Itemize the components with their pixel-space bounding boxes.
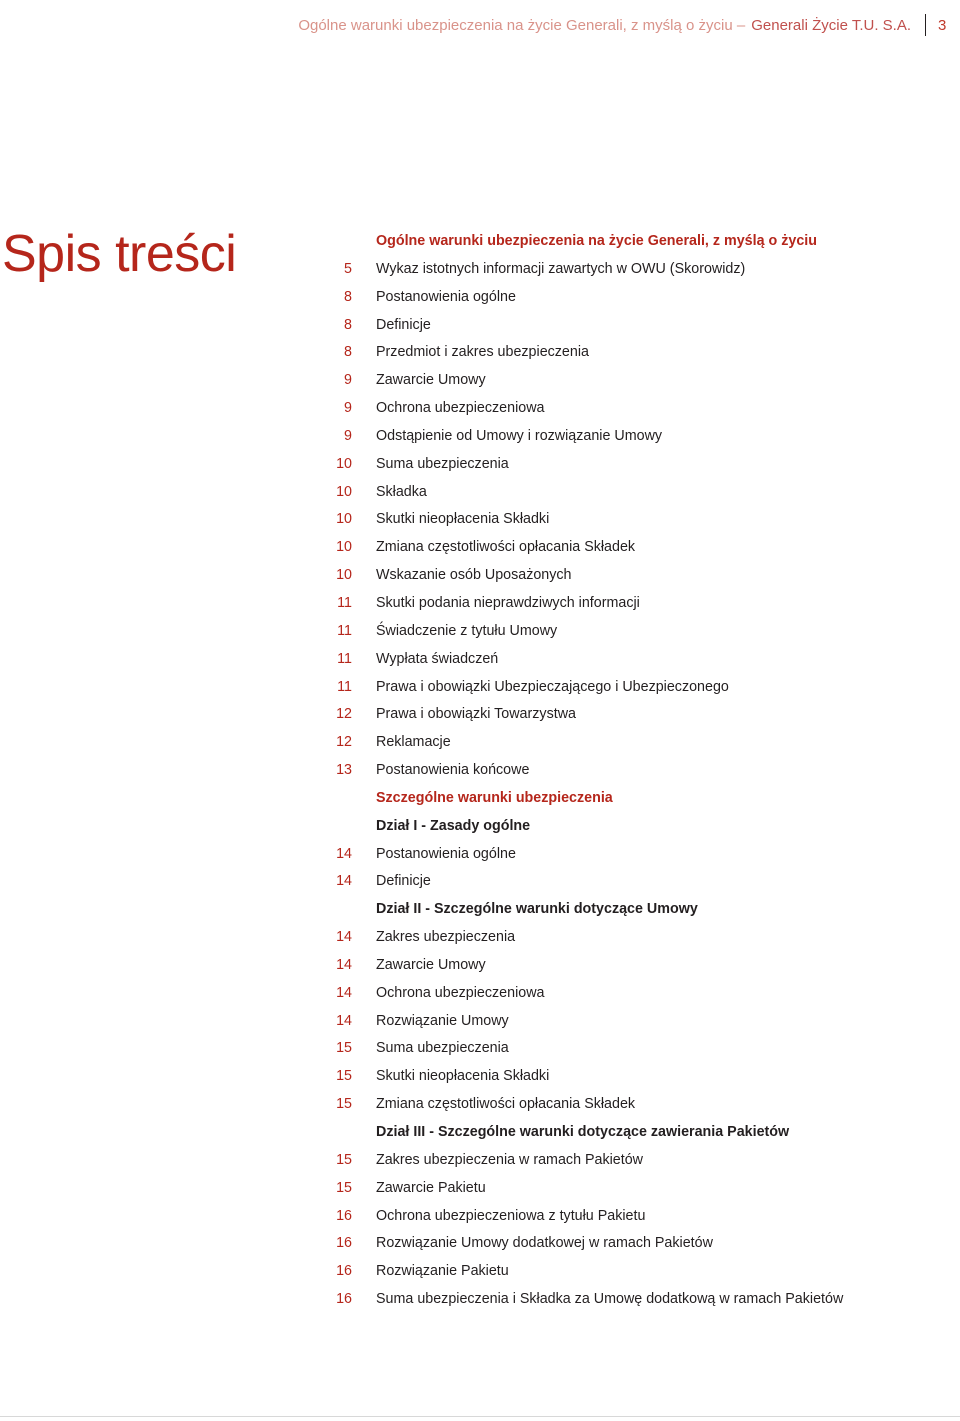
toc-page-number: 10 — [336, 455, 352, 472]
toc-label: Wskazanie osób Uposażonych — [376, 567, 572, 584]
toc-item[interactable] — [0, 924, 960, 952]
toc-item[interactable] — [0, 757, 960, 785]
toc-label: Ogólne warunki ubezpieczenia na życie Generali, z myślą o życiu — [376, 233, 817, 249]
toc-label: Świadczenie z tytułu Umowy — [376, 622, 558, 639]
toc-item[interactable] — [0, 841, 960, 869]
toc-page-number: 16 — [336, 1291, 352, 1308]
toc-page-number: 11 — [337, 678, 352, 695]
toc-label: Szczególne warunki ubezpieczenia — [376, 789, 613, 806]
toc-page-number: 11 — [337, 650, 352, 667]
toc-page-number: 10 — [336, 483, 352, 500]
page-number: 3 — [938, 16, 947, 34]
toc-label: Suma ubezpieczenia — [376, 455, 509, 472]
toc-item[interactable] — [0, 534, 960, 562]
toc-label: Zawarcie Pakietu — [376, 1179, 486, 1196]
toc-page-number: 16 — [336, 1207, 352, 1224]
table-of-contents — [0, 228, 960, 1314]
toc-page-number: 14 — [336, 845, 352, 862]
toc-item[interactable] — [0, 367, 960, 395]
toc-page-number: 15 — [336, 1040, 352, 1057]
toc-page-number: 9 — [344, 400, 352, 417]
toc-page-number: 16 — [336, 1235, 352, 1252]
toc-item[interactable] — [0, 256, 960, 284]
toc-page-number: 12 — [336, 734, 352, 751]
toc-page-number: 15 — [336, 1151, 352, 1168]
header-company: Generali Życie T.U. S.A. — [751, 16, 911, 34]
header-doc-title: Ogólne warunki ubezpieczenia na życie Generali, z myślą o życiu – — [298, 16, 746, 34]
toc-item[interactable] — [0, 284, 960, 312]
toc-label: Suma ubezpieczenia — [376, 1040, 509, 1057]
toc-label: Prawa i obowiązki Towarzystwa — [376, 706, 576, 723]
toc-page-number: 15 — [336, 1179, 352, 1196]
toc-item[interactable] — [0, 1063, 960, 1091]
toc-label: Odstąpienie od Umowy i rozwiązanie Umowy — [376, 427, 663, 444]
toc-label: Suma ubezpieczenia i Składka za Umowę dodatkową w ramach Pakietów — [376, 1291, 844, 1308]
toc-page-number: 10 — [336, 539, 352, 556]
toc-page-number: 11 — [337, 594, 352, 611]
toc-label: Ochrona ubezpieczeniowa — [376, 400, 545, 417]
toc-label: Zakres ubezpieczenia — [376, 929, 516, 946]
toc-label: Reklamacje — [376, 734, 451, 751]
toc-label: Rozwiązanie Umowy dodatkowej w ramach Pakietów — [376, 1235, 713, 1252]
toc-label: Ochrona ubezpieczeniowa z tytułu Pakietu — [376, 1207, 646, 1224]
toc-item[interactable] — [0, 590, 960, 618]
toc-page-number: 12 — [336, 706, 352, 723]
toc-page-number: 9 — [344, 427, 352, 444]
toc-label: Postanowienia ogólne — [376, 845, 516, 862]
header-separator — [925, 14, 926, 36]
toc-page-number: 10 — [336, 511, 352, 528]
toc-page-number: 15 — [336, 1096, 352, 1113]
toc-item[interactable] — [0, 1203, 960, 1231]
toc-label: Przedmiot i zakres ubezpieczenia — [376, 344, 589, 361]
toc-item[interactable] — [0, 980, 960, 1008]
toc-label: Wykaz istotnych informacji zawartych w OWU (Skorowidz) — [376, 260, 746, 277]
toc-label: Postanowienia ogólne — [376, 288, 516, 305]
toc-subsection-heading — [0, 1119, 960, 1147]
toc-page-number: 5 — [344, 260, 352, 277]
toc-label: Zmiana częstotliwości opłacania Składek — [376, 1096, 636, 1113]
toc-section-heading — [0, 785, 960, 813]
toc-label: Postanowienia końcowe — [376, 762, 530, 779]
toc-label: Definicje — [376, 316, 431, 333]
toc-item[interactable] — [0, 479, 960, 507]
toc-page-number: 15 — [336, 1068, 352, 1085]
toc-item[interactable] — [0, 1091, 960, 1119]
toc-item[interactable] — [0, 1286, 960, 1314]
toc-label: Zawarcie Umowy — [376, 956, 486, 973]
toc-subsection-heading — [0, 813, 960, 841]
toc-page-number: 8 — [344, 344, 352, 361]
toc-page-number: 11 — [337, 622, 352, 639]
toc-page-number: 10 — [336, 567, 352, 584]
toc-label: Wypłata świadczeń — [376, 650, 499, 667]
toc-label: Ochrona ubezpieczeniowa — [376, 984, 545, 1001]
toc-item[interactable] — [0, 1035, 960, 1063]
toc-item[interactable] — [0, 701, 960, 729]
toc-label: Dział II - Szczególne warunki dotyczące Umowy — [376, 901, 698, 918]
toc-page-number: 9 — [344, 372, 352, 389]
page-title: Spis treści — [2, 225, 237, 283]
toc-item[interactable] — [0, 1175, 960, 1203]
toc-label: Dział III - Szczególne warunki dotyczące zawierania Pakietów — [376, 1124, 790, 1140]
toc-item[interactable] — [0, 1008, 960, 1036]
toc-section-heading — [0, 228, 960, 256]
toc-page-number: 14 — [336, 929, 352, 946]
toc-item[interactable] — [0, 952, 960, 980]
toc-item[interactable] — [0, 339, 960, 367]
toc-subsection-heading — [0, 896, 960, 924]
toc-page-number: 13 — [336, 762, 352, 779]
toc-label: Rozwiązanie Pakietu — [376, 1263, 509, 1280]
toc-page-number: 14 — [336, 873, 352, 890]
toc-label: Zakres ubezpieczenia w ramach Pakietów — [376, 1151, 643, 1168]
toc-page-number: 14 — [336, 984, 352, 1001]
toc-label: Skutki podania nieprawdziwych informacji — [376, 594, 640, 611]
toc-item[interactable] — [0, 646, 960, 674]
toc-label: Składka — [376, 483, 427, 500]
toc-page-number: 8 — [344, 316, 352, 333]
toc-item[interactable] — [0, 1230, 960, 1258]
toc-page-number: 16 — [336, 1263, 352, 1280]
toc-page-number: 14 — [336, 956, 352, 973]
toc-label: Zmiana częstotliwości opłacania Składek — [376, 539, 636, 556]
toc-label: Skutki nieopłacenia Składki — [376, 511, 550, 528]
footer-divider — [0, 1416, 960, 1417]
toc-item[interactable] — [0, 674, 960, 702]
toc-label: Rozwiązanie Umowy — [376, 1012, 509, 1029]
toc-page-number: 14 — [336, 1012, 352, 1029]
toc-item[interactable] — [0, 451, 960, 479]
page-header — [298, 14, 960, 36]
toc-item[interactable] — [0, 423, 960, 451]
toc-label: Skutki nieopłacenia Składki — [376, 1068, 550, 1085]
toc-label: Prawa i obowiązki Ubezpieczającego i Ubezpieczonego — [376, 678, 729, 695]
toc-item[interactable] — [0, 729, 960, 757]
toc-item[interactable] — [0, 395, 960, 423]
toc-item[interactable] — [0, 1147, 960, 1175]
toc-item[interactable] — [0, 868, 960, 896]
toc-label: Definicje — [376, 873, 431, 890]
toc-item[interactable] — [0, 312, 960, 340]
toc-item[interactable] — [0, 1258, 960, 1286]
toc-item[interactable] — [0, 506, 960, 534]
toc-item[interactable] — [0, 618, 960, 646]
toc-label: Dział I - Zasady ogólne — [376, 817, 531, 834]
toc-item[interactable] — [0, 562, 960, 590]
toc-label: Zawarcie Umowy — [376, 372, 486, 389]
toc-page-number: 8 — [344, 288, 352, 305]
